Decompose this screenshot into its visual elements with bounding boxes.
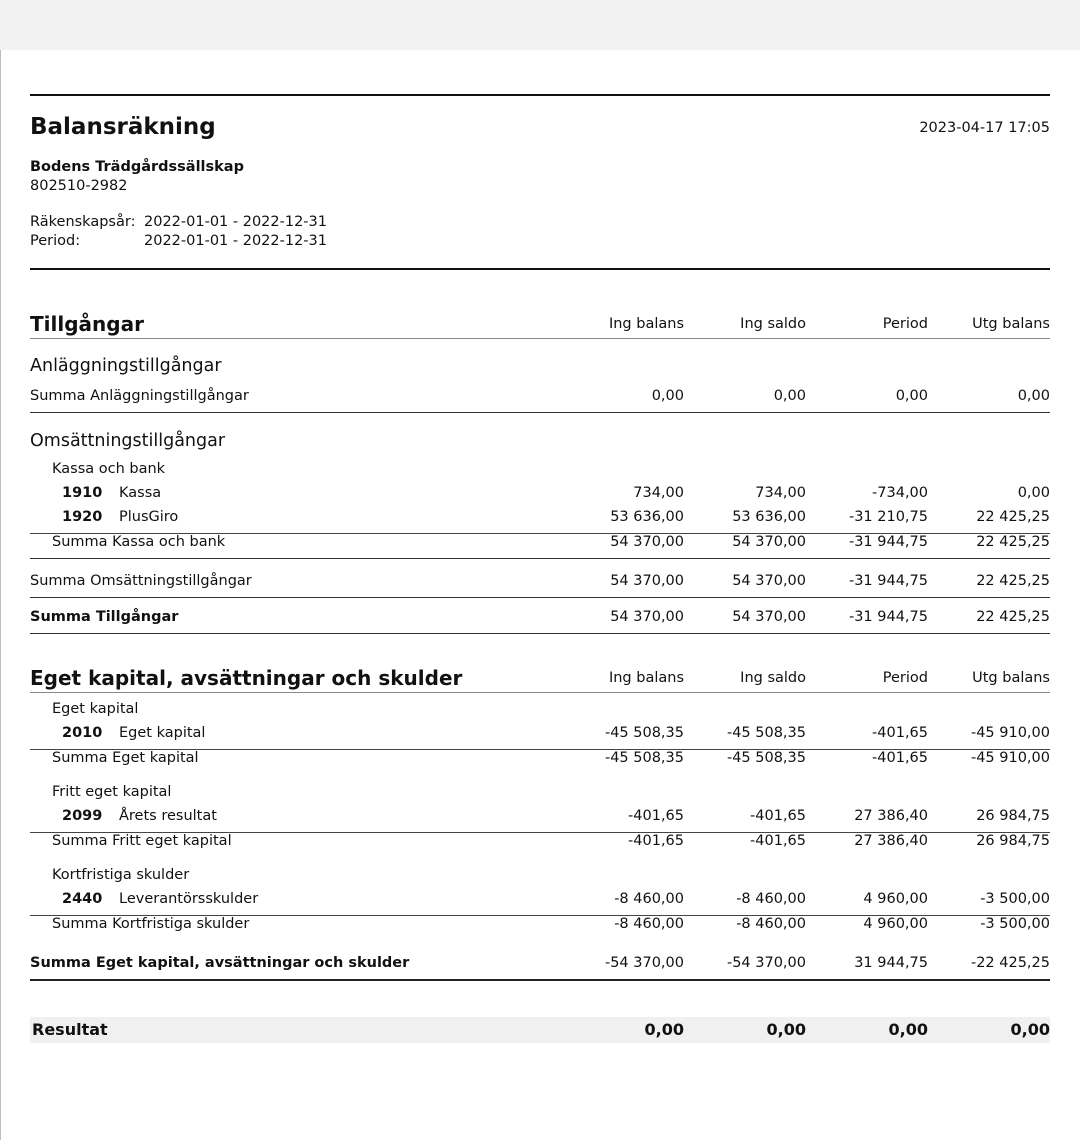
assets-section-header	[30, 306, 1050, 339]
fiscal-year-value: 2022-01-01 - 2022-12-31	[144, 214, 327, 230]
result-label: Resultat	[32, 1020, 108, 1039]
account-row: 1920 PlusGiro 53 636,00 53 636,00 -31 210,75 22 425,25	[30, 509, 1050, 534]
fiscal-year	[30, 214, 327, 230]
report-datetime: 2023-04-17 17:05	[919, 120, 1050, 136]
subgroup-heading: Kortfristiga skulder	[52, 867, 190, 883]
group-heading: Anläggningstillgångar	[30, 356, 222, 376]
sum-row: Summa Eget kapital -45 508,35 -45 508,35 -401,65 -45 910,00	[52, 750, 1050, 766]
col-period: Period	[882, 316, 928, 332]
report-header	[30, 96, 1050, 268]
col-ing-saldo: Ing saldo	[740, 316, 806, 332]
sum-row: Summa Omsättningstillgångar 54 370,00 54 370,00 -31 944,75 22 425,25	[30, 573, 1050, 598]
report-title: Balansräkning	[30, 114, 216, 140]
period	[30, 233, 327, 249]
sum-row: Summa Kortfristiga skulder -8 460,00 -8 460,00 4 960,00 -3 500,00	[52, 916, 1050, 932]
subgroup-heading: Kassa och bank	[52, 461, 166, 477]
report-page	[30, 94, 1050, 1043]
period-label: Period:	[30, 233, 81, 249]
result-row: Resultat 0,00 0,00 0,00 0,00	[30, 1017, 1050, 1043]
org-number: 802510-2982	[30, 178, 128, 194]
fiscal-year-label: Räkenskapsår:	[30, 214, 136, 230]
sum-row: Summa Fritt eget kapital -401,65 -401,65 27 386,40 26 984,75	[52, 833, 1050, 849]
col-utg-balans: Utg balans	[972, 316, 1050, 332]
subgroup-heading: Eget kapital	[52, 701, 139, 717]
account-row: 2099 Årets resultat -401,65 -401,65 27 386,40 26 984,75	[30, 808, 1050, 833]
page-edge	[0, 50, 1, 1140]
total-row: Summa Eget kapital, avsättningar och skulder -54 370,00 -54 370,00 31 944,75 -22 425,25	[30, 955, 1050, 981]
liabilities-section-header: Eget kapital, avsättningar och skulder Ing balans Ing saldo Period Utg balans	[30, 660, 1050, 693]
assets-title: Tillgångar	[30, 312, 144, 336]
sum-row: Summa Anläggningstillgångar 0,00 0,00 0,00 0,00	[30, 388, 1050, 413]
account-row: 2010 Eget kapital -45 508,35 -45 508,35 -401,65 -45 910,00	[30, 725, 1050, 750]
account-row: 1910 Kassa 734,00 734,00 -734,00 0,00	[62, 485, 1050, 501]
subgroup-heading: Fritt eget kapital	[52, 784, 172, 800]
top-toolbar	[0, 0, 1080, 50]
group-heading: Omsättningstillgångar	[30, 431, 226, 451]
account-row: 2440 Leverantörsskulder -8 460,00 -8 460,00 4 960,00 -3 500,00	[30, 891, 1050, 916]
company-name: Bodens Trädgårdssällskap	[30, 159, 244, 175]
liabilities-title: Eget kapital, avsättningar och skulder	[30, 666, 463, 690]
col-ing-balans: Ing balans	[608, 316, 684, 332]
sum-row: Summa Kassa och bank 54 370,00 54 370,00 -31 944,75 22 425,25	[30, 534, 1050, 559]
period-value: 2022-01-01 - 2022-12-31	[144, 233, 327, 249]
total-row: Summa Tillgångar 54 370,00 54 370,00 -31 944,75 22 425,25	[30, 609, 1050, 634]
